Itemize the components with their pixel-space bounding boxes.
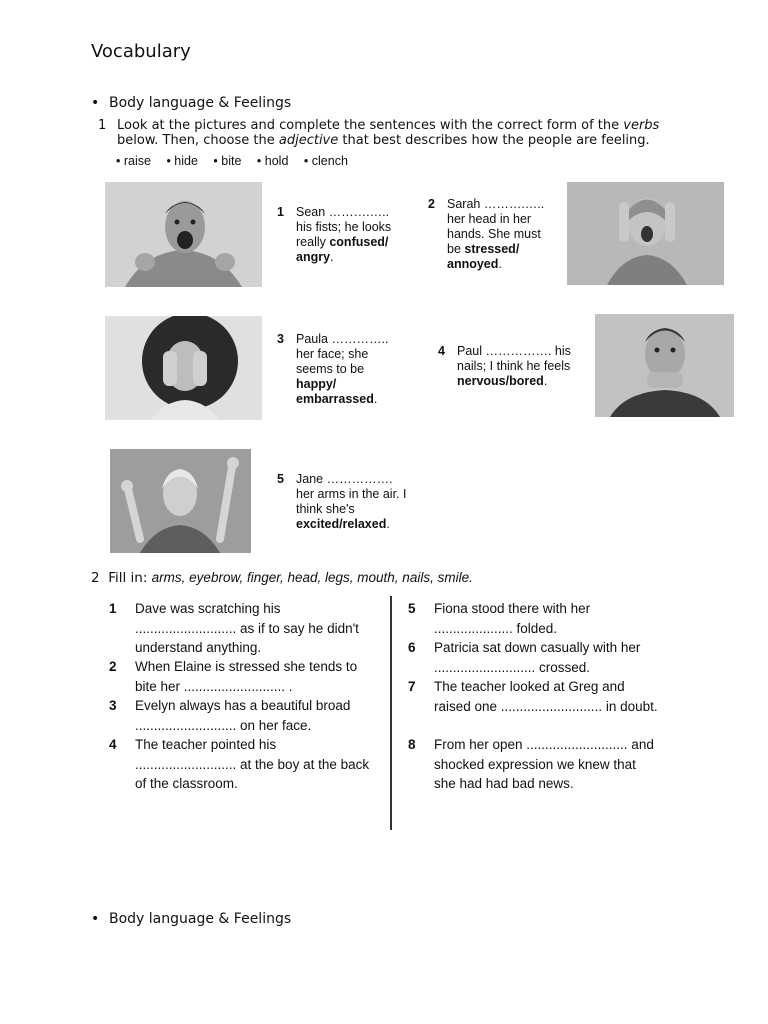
sentence-2: 2 Sarah ……….….. her head in her hands. She must be stressed/ annoyed. — [428, 197, 545, 271]
bullet-icon: • — [91, 95, 100, 111]
verb-item: • bite — [213, 154, 242, 168]
section-heading — [91, 95, 291, 111]
exercise2-heading — [91, 570, 473, 586]
sentence-5: 5 Jane ……………. her arms in the air. I think she's excited/relaxed. — [277, 472, 407, 531]
exercise1-instructions — [98, 118, 678, 148]
sentence-3: 3 Paula ………….. her face; she seems to be happy/ embarrassed. — [277, 332, 389, 406]
column-divider — [390, 596, 392, 830]
verb-item: • hide — [166, 154, 198, 168]
instr-emph: adjective — [278, 133, 339, 148]
exercise2-number: 2 — [91, 570, 100, 586]
bullet-icon: • — [91, 911, 100, 927]
fill-item-8: 8 From her open ........................... and shocked expression we knew that she had had bad news. — [408, 737, 654, 791]
instr-text: Look at the pictures and complete the sentences with the correct form of the — [117, 118, 624, 133]
verb-item: • clench — [303, 154, 348, 168]
stressed-woman-photo — [567, 182, 724, 285]
instr-text: below. Then, choose the — [117, 133, 279, 148]
section-heading-bottom — [91, 911, 291, 927]
verb-item: • raise — [116, 154, 151, 168]
sentence-4: 4 Paul ……………. his nails; I think he feels nervous/bored. — [438, 344, 571, 388]
fill-item-2: 2 When Elaine is stressed she tends to bite her ........................... . — [109, 659, 358, 694]
fill-item-7: 7 The teacher looked at Greg and raised one ........................... in doubt. — [408, 679, 658, 714]
sentence-1: 1 Sean ……….….. his fists; he looks really confused/ angry. — [277, 205, 392, 264]
fill-item-3: 3 Evelyn always has a beautiful broad ........................... on her face. — [109, 698, 351, 733]
page-title: Vocabulary — [91, 41, 191, 62]
fill-item-6: 6 Patricia sat down casually with her ........................... crossed. — [408, 640, 641, 675]
verb-item: • hold — [256, 154, 289, 168]
exercise2-words: arms, eyebrow, finger, head, legs, mouth, nails, smile. — [151, 570, 473, 585]
instr-text: that best describes how the people are feeling. — [338, 133, 650, 148]
section-heading-text: Body language & Feelings — [109, 95, 292, 111]
fill-item-5: 5 Fiona stood there with her ..................... folded. — [408, 601, 591, 636]
excited-woman-photo — [110, 449, 251, 553]
covering-face-woman-photo — [105, 316, 262, 420]
instr-emph: verbs — [623, 118, 660, 133]
nail-biting-man-photo — [595, 314, 734, 417]
exercise1-number: 1 — [98, 118, 107, 133]
section-heading-text: Body language & Feelings — [109, 911, 292, 927]
fill-item-4: 4 The teacher pointed his ........................... at the boy at the back of the classroom. — [109, 737, 370, 791]
fill-item-1: 1 Dave was scratching his ........................... as if to say he didn't understand anything. — [109, 601, 359, 655]
exercise2-label: Fill in: — [108, 570, 148, 586]
verb-list — [116, 154, 360, 168]
angry-man-photo — [105, 182, 262, 287]
